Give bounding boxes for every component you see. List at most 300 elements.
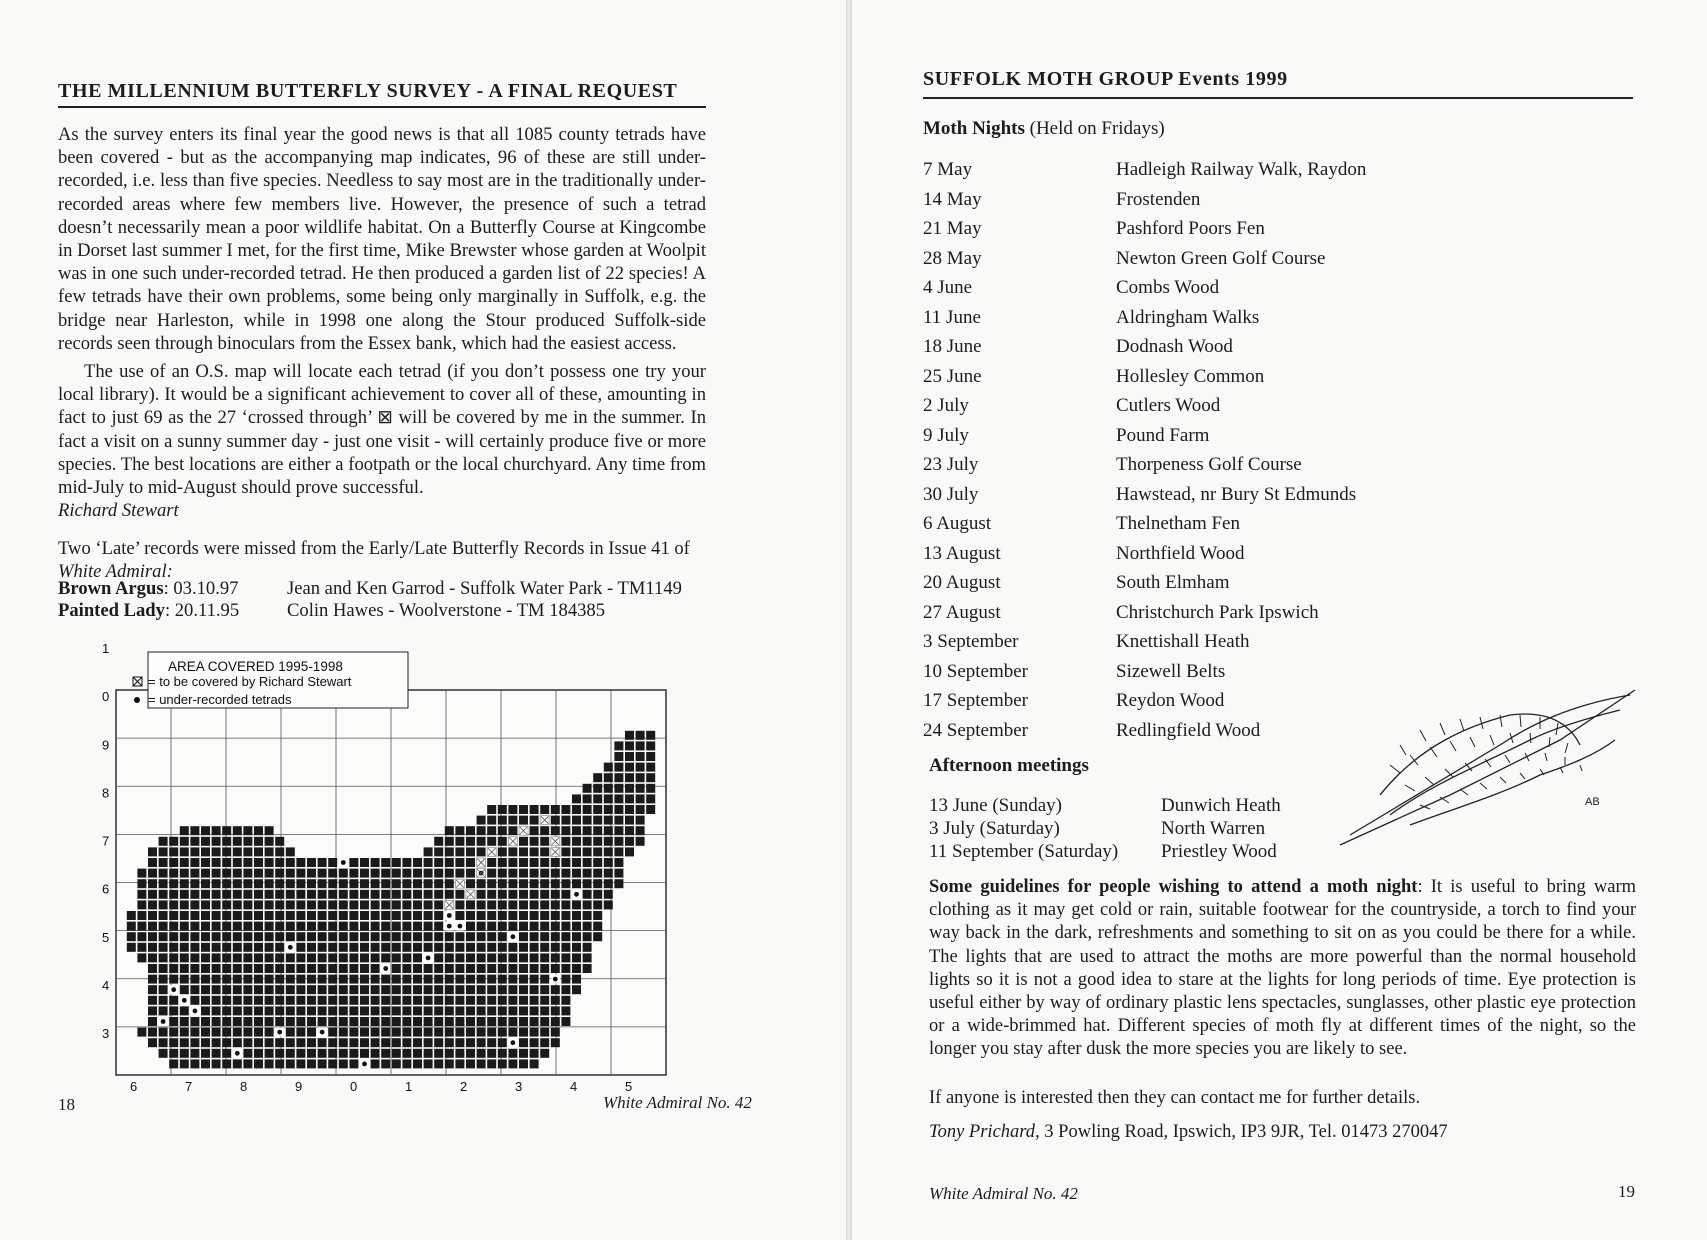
covered-tetrad <box>148 975 157 984</box>
covered-tetrad <box>371 911 380 920</box>
covered-tetrad <box>233 1059 242 1068</box>
covered-tetrad <box>296 1059 305 1068</box>
covered-tetrad <box>212 900 221 909</box>
covered-tetrad <box>625 763 634 772</box>
covered-tetrad <box>339 996 348 1005</box>
covered-tetrad <box>614 741 623 750</box>
covered-tetrad <box>159 890 168 899</box>
covered-tetrad <box>222 1049 231 1058</box>
covered-tetrad <box>159 953 168 962</box>
covered-tetrad <box>487 1006 496 1015</box>
covered-tetrad <box>339 1017 348 1026</box>
covered-tetrad <box>169 996 178 1005</box>
covered-tetrad <box>201 890 210 899</box>
afternoon-place: Dunwich Heath <box>1161 795 1281 816</box>
covered-tetrad <box>212 1059 221 1068</box>
covered-tetrad <box>551 858 560 867</box>
covered-tetrad <box>424 1038 433 1047</box>
covered-tetrad <box>148 900 157 909</box>
late-records-intro-text: Two ‘Late’ records were missed from the Early/Late Butterfly Records in Issue 41 of <box>58 538 690 559</box>
covered-tetrad <box>424 964 433 973</box>
covered-tetrad <box>445 996 454 1005</box>
covered-tetrad <box>233 911 242 920</box>
covered-tetrad <box>339 869 348 878</box>
covered-tetrad <box>402 911 411 920</box>
record-details: Jean and Ken Garrod - Suffolk Water Park - TM1149 <box>287 578 682 599</box>
covered-tetrad <box>349 879 358 888</box>
covered-tetrad <box>159 975 168 984</box>
covered-tetrad <box>540 1028 549 1037</box>
covered-tetrad <box>243 1017 252 1026</box>
record-row <box>58 578 238 600</box>
covered-tetrad <box>530 816 539 825</box>
covered-tetrad <box>212 1017 221 1026</box>
covered-tetrad <box>212 975 221 984</box>
covered-tetrad <box>307 1006 316 1015</box>
covered-tetrad <box>275 932 284 941</box>
covered-tetrad <box>243 911 252 920</box>
covered-tetrad <box>201 922 210 931</box>
moth-nights-heading <box>923 118 1165 140</box>
covered-tetrad <box>424 943 433 952</box>
moth-night-date: 25 June <box>923 365 982 387</box>
covered-tetrad <box>275 996 284 1005</box>
covered-tetrad <box>286 996 295 1005</box>
covered-tetrad <box>434 996 443 1005</box>
covered-tetrad <box>371 953 380 962</box>
covered-tetrad <box>466 1006 475 1015</box>
covered-tetrad <box>318 900 327 909</box>
covered-tetrad <box>222 837 231 846</box>
map-y-label: 9 <box>102 737 110 753</box>
covered-tetrad <box>371 922 380 931</box>
covered-tetrad <box>561 975 570 984</box>
covered-tetrad <box>349 996 358 1005</box>
covered-tetrad <box>392 975 401 984</box>
covered-tetrad <box>137 900 146 909</box>
guidelines-paragraph <box>929 876 1636 1062</box>
covered-tetrad <box>360 1017 369 1026</box>
covered-tetrad <box>318 975 327 984</box>
covered-tetrad <box>445 1017 454 1026</box>
covered-tetrad <box>169 975 178 984</box>
covered-tetrad <box>243 879 252 888</box>
covered-tetrad <box>381 911 390 920</box>
covered-tetrad <box>519 932 528 941</box>
under-recorded-dot <box>426 956 431 961</box>
moth-night-date: 17 September <box>923 690 1029 711</box>
covered-tetrad <box>466 975 475 984</box>
covered-tetrad <box>296 1049 305 1058</box>
moth-night-place: Redlingfield Wood <box>1116 719 1261 741</box>
covered-tetrad <box>593 911 602 920</box>
covered-tetrad <box>625 784 634 793</box>
survey-paragraph-1: As the survey enters its final year the good news is that all 1085 county tetrads have been covered - but as the accompanying map indicates, 96 of these are still under-recorded, i.e. less than five species. Needless to say most are in the traditionally under-recorded areas where few members live. However, the presence of such a tetrad doesn’t necessarily mean a poor wildlife habitat. On a Butterfly Course at Kingcombe in Dorset last summer I met, for the first time, Mike Brewster whose garden at Woolpit was in one such under-recorded tetrad. He then produced a garden list of 22 species! A few tetrads have their own problems, some being only marginally in Suffolk, e.g. the bridge near Harleston, while in 1998 one along the Stour produced Suffolk-side records seen through binoculars from the Essex bank, which had the easiest access. <box>58 124 706 354</box>
covered-tetrad <box>137 922 146 931</box>
covered-tetrad <box>180 932 189 941</box>
covered-tetrad <box>148 1017 157 1026</box>
covered-tetrad <box>201 996 210 1005</box>
covered-tetrad <box>371 1059 380 1068</box>
covered-tetrad <box>424 900 433 909</box>
map-x-label: 3 <box>515 1079 523 1094</box>
covered-tetrad <box>233 1006 242 1015</box>
covered-tetrad <box>466 922 475 931</box>
covered-tetrad <box>201 837 210 846</box>
covered-tetrad <box>583 922 592 931</box>
covered-tetrad <box>233 1017 242 1026</box>
covered-tetrad <box>593 900 602 909</box>
afternoon-place: North Warren <box>1161 818 1266 839</box>
map-x-label: 0 <box>350 1079 358 1094</box>
covered-tetrad <box>561 964 570 973</box>
covered-tetrad <box>519 805 528 814</box>
covered-tetrad <box>572 847 581 856</box>
covered-tetrad <box>413 890 422 899</box>
covered-tetrad <box>360 943 369 952</box>
covered-tetrad <box>212 922 221 931</box>
covered-tetrad <box>254 943 263 952</box>
covered-tetrad <box>349 1059 358 1068</box>
covered-tetrad <box>434 847 443 856</box>
moth-night-place: Northfield Wood <box>1116 542 1245 564</box>
covered-tetrad <box>212 911 221 920</box>
covered-tetrad <box>434 1038 443 1047</box>
covered-tetrad <box>445 869 454 878</box>
covered-tetrad <box>572 858 581 867</box>
covered-tetrad <box>318 996 327 1005</box>
covered-tetrad <box>530 911 539 920</box>
covered-tetrad <box>424 858 433 867</box>
covered-tetrad <box>402 1017 411 1026</box>
covered-tetrad <box>424 1017 433 1026</box>
moth-signature: AB <box>1585 796 1600 808</box>
page-number-left: 18 <box>58 1095 75 1114</box>
covered-tetrad <box>233 879 242 888</box>
covered-tetrad <box>498 879 507 888</box>
covered-tetrad <box>169 911 178 920</box>
covered-tetrad <box>445 890 454 899</box>
covered-tetrad <box>180 869 189 878</box>
covered-tetrad <box>434 943 443 952</box>
covered-tetrad <box>561 816 570 825</box>
covered-tetrad <box>508 1049 517 1058</box>
covered-tetrad <box>201 1038 210 1047</box>
covered-tetrad <box>625 794 634 803</box>
covered-tetrad <box>275 922 284 931</box>
covered-tetrad <box>508 816 517 825</box>
moth-night-date: 27 August <box>923 601 1001 623</box>
covered-tetrad <box>212 826 221 835</box>
covered-tetrad <box>487 985 496 994</box>
covered-tetrad <box>296 975 305 984</box>
covered-tetrad <box>530 943 539 952</box>
moth-night-date: 24 September <box>923 719 1029 741</box>
covered-tetrad <box>190 922 199 931</box>
covered-tetrad <box>286 1017 295 1026</box>
covered-tetrad <box>201 1017 210 1026</box>
covered-tetrad <box>551 1038 560 1047</box>
covered-tetrad <box>371 943 380 952</box>
covered-tetrad <box>551 1028 560 1037</box>
covered-tetrad <box>413 922 422 931</box>
covered-tetrad <box>265 1017 274 1026</box>
moth-night-date: 4 June <box>923 277 973 298</box>
covered-tetrad <box>148 1038 157 1047</box>
covered-tetrad <box>349 858 358 867</box>
covered-tetrad <box>349 911 358 920</box>
covered-tetrad <box>318 1017 327 1026</box>
covered-tetrad <box>434 1028 443 1037</box>
covered-tetrad <box>148 858 157 867</box>
record-row <box>58 600 239 622</box>
covered-tetrad <box>190 826 199 835</box>
map-y-label: 8 <box>102 785 110 801</box>
covered-tetrad <box>180 975 189 984</box>
covered-tetrad <box>201 826 210 835</box>
covered-tetrad <box>296 1028 305 1037</box>
moth-night-place: Frostenden <box>1116 188 1201 210</box>
covered-tetrad <box>424 1028 433 1037</box>
moth-night-place: Reydon Wood <box>1116 690 1225 711</box>
covered-tetrad <box>318 890 327 899</box>
covered-tetrad <box>519 953 528 962</box>
covered-tetrad <box>286 879 295 888</box>
covered-tetrad <box>614 847 623 856</box>
under-recorded-dot <box>362 1062 367 1067</box>
covered-tetrad <box>540 996 549 1005</box>
covered-tetrad <box>402 922 411 931</box>
covered-tetrad <box>519 911 528 920</box>
covered-tetrad <box>424 911 433 920</box>
covered-tetrad <box>286 1059 295 1068</box>
covered-tetrad <box>190 879 199 888</box>
covered-tetrad <box>371 900 380 909</box>
covered-tetrad <box>434 1049 443 1058</box>
covered-tetrad <box>296 869 305 878</box>
covered-tetrad <box>286 890 295 899</box>
covered-tetrad <box>360 890 369 899</box>
afternoon-heading <box>929 755 1089 777</box>
covered-tetrad <box>148 847 157 856</box>
covered-tetrad <box>190 1028 199 1037</box>
covered-tetrad <box>243 953 252 962</box>
covered-tetrad <box>254 932 263 941</box>
covered-tetrad <box>381 869 390 878</box>
covered-tetrad <box>254 985 263 994</box>
covered-tetrad <box>339 932 348 941</box>
covered-tetrad <box>360 953 369 962</box>
covered-tetrad <box>413 858 422 867</box>
covered-tetrad <box>222 847 231 856</box>
covered-tetrad <box>349 1028 358 1037</box>
covered-tetrad <box>583 837 592 846</box>
moth-night-place: Hollesley Common <box>1116 365 1265 387</box>
covered-tetrad <box>307 1017 316 1026</box>
covered-tetrad <box>318 985 327 994</box>
moth-night-place: Dodnash Wood <box>1116 336 1233 357</box>
covered-tetrad <box>169 869 178 878</box>
covered-tetrad <box>349 1038 358 1047</box>
covered-tetrad <box>222 1038 231 1047</box>
covered-tetrad <box>381 879 390 888</box>
covered-tetrad <box>466 1059 475 1068</box>
covered-tetrad <box>212 1038 221 1047</box>
covered-tetrad <box>508 890 517 899</box>
covered-tetrad <box>455 911 464 920</box>
covered-tetrad <box>455 1049 464 1058</box>
covered-tetrad <box>508 858 517 867</box>
covered-tetrad <box>243 1006 252 1015</box>
covered-tetrad <box>233 900 242 909</box>
record-date: : 03.10.97 <box>163 578 239 599</box>
covered-tetrad <box>604 826 613 835</box>
author-signature: Richard Stewart <box>58 500 179 521</box>
covered-tetrad <box>222 1059 231 1068</box>
covered-tetrad <box>498 858 507 867</box>
covered-tetrad <box>148 890 157 899</box>
under-recorded-dot <box>511 934 516 939</box>
covered-tetrad <box>445 1006 454 1015</box>
moth-night-place: Aldringham Walks <box>1116 306 1260 328</box>
covered-tetrad <box>530 953 539 962</box>
covered-tetrad <box>646 752 655 761</box>
covered-tetrad <box>614 858 623 867</box>
covered-tetrad <box>265 953 274 962</box>
covered-tetrad <box>530 890 539 899</box>
covered-tetrad <box>551 953 560 962</box>
covered-tetrad <box>318 869 327 878</box>
covered-tetrad <box>477 890 486 899</box>
covered-tetrad <box>424 869 433 878</box>
covered-tetrad <box>402 964 411 973</box>
covered-tetrad <box>265 869 274 878</box>
covered-tetrad <box>243 1049 252 1058</box>
covered-tetrad <box>148 1028 157 1037</box>
covered-tetrad <box>477 953 486 962</box>
covered-tetrad <box>498 1038 507 1047</box>
covered-tetrad <box>540 837 549 846</box>
covered-tetrad <box>254 996 263 1005</box>
afternoon-date: 3 July (Saturday) <box>929 818 1060 839</box>
covered-tetrad <box>296 932 305 941</box>
covered-tetrad <box>371 1017 380 1026</box>
covered-tetrad <box>318 911 327 920</box>
covered-tetrad <box>233 1038 242 1047</box>
covered-tetrad <box>159 1006 168 1015</box>
covered-tetrad <box>381 900 390 909</box>
book-gutter <box>846 0 852 1240</box>
events-title: SUFFOLK MOTH GROUP Events 1999 <box>923 68 1288 90</box>
covered-tetrad <box>169 922 178 931</box>
covered-tetrad <box>413 964 422 973</box>
covered-tetrad <box>190 900 199 909</box>
covered-tetrad <box>233 922 242 931</box>
covered-tetrad <box>243 890 252 899</box>
covered-tetrad <box>222 1017 231 1026</box>
covered-tetrad <box>445 879 454 888</box>
covered-tetrad <box>180 964 189 973</box>
covered-tetrad <box>371 890 380 899</box>
covered-tetrad <box>296 1038 305 1047</box>
covered-tetrad <box>381 890 390 899</box>
covered-tetrad <box>583 879 592 888</box>
covered-tetrad <box>190 996 199 1005</box>
covered-tetrad <box>583 953 592 962</box>
covered-tetrad <box>339 1049 348 1058</box>
covered-tetrad <box>487 996 496 1005</box>
covered-tetrad <box>583 964 592 973</box>
covered-tetrad <box>222 911 231 920</box>
covered-tetrad <box>233 943 242 952</box>
moth-night-place: Cutlers Wood <box>1116 395 1221 416</box>
covered-tetrad <box>222 826 231 835</box>
covered-tetrad <box>540 826 549 835</box>
covered-tetrad <box>508 911 517 920</box>
covered-tetrad <box>477 975 486 984</box>
covered-tetrad <box>625 741 634 750</box>
covered-tetrad <box>646 784 655 793</box>
covered-tetrad <box>243 922 252 931</box>
covered-tetrad <box>180 879 189 888</box>
covered-tetrad <box>402 943 411 952</box>
covered-tetrad <box>159 1028 168 1037</box>
covered-tetrad <box>561 869 570 878</box>
covered-tetrad <box>466 879 475 888</box>
covered-tetrad <box>445 1049 454 1058</box>
under-recorded-dot <box>161 1019 166 1024</box>
guidelines-heading: Some guidelines for people wishing to attend a moth night <box>929 877 1418 897</box>
covered-tetrad <box>540 858 549 867</box>
covered-tetrad <box>593 847 602 856</box>
covered-tetrad <box>445 932 454 941</box>
covered-tetrad <box>159 911 168 920</box>
covered-tetrad <box>159 879 168 888</box>
covered-tetrad <box>275 847 284 856</box>
covered-tetrad <box>169 943 178 952</box>
covered-tetrad <box>254 858 263 867</box>
covered-tetrad <box>233 869 242 878</box>
covered-tetrad <box>286 900 295 909</box>
covered-tetrad <box>296 943 305 952</box>
covered-tetrad <box>339 922 348 931</box>
covered-tetrad <box>212 879 221 888</box>
covered-tetrad <box>466 858 475 867</box>
covered-tetrad <box>233 826 242 835</box>
covered-tetrad <box>201 1059 210 1068</box>
covered-tetrad <box>318 858 327 867</box>
covered-tetrad <box>328 922 337 931</box>
covered-tetrad <box>201 911 210 920</box>
covered-tetrad <box>498 1028 507 1037</box>
moth-night-place: Thorpeness Golf Course <box>1116 454 1302 475</box>
covered-tetrad <box>498 911 507 920</box>
covered-tetrad <box>318 1038 327 1047</box>
covered-tetrad <box>190 943 199 952</box>
covered-tetrad <box>328 869 337 878</box>
covered-tetrad <box>265 1038 274 1047</box>
covered-tetrad <box>413 953 422 962</box>
covered-tetrad <box>180 953 189 962</box>
covered-tetrad <box>487 911 496 920</box>
covered-tetrad <box>275 869 284 878</box>
covered-tetrad <box>519 879 528 888</box>
covered-tetrad <box>233 975 242 984</box>
covered-tetrad <box>551 922 560 931</box>
dot-icon <box>134 697 140 703</box>
covered-tetrad <box>286 858 295 867</box>
covered-tetrad <box>318 879 327 888</box>
